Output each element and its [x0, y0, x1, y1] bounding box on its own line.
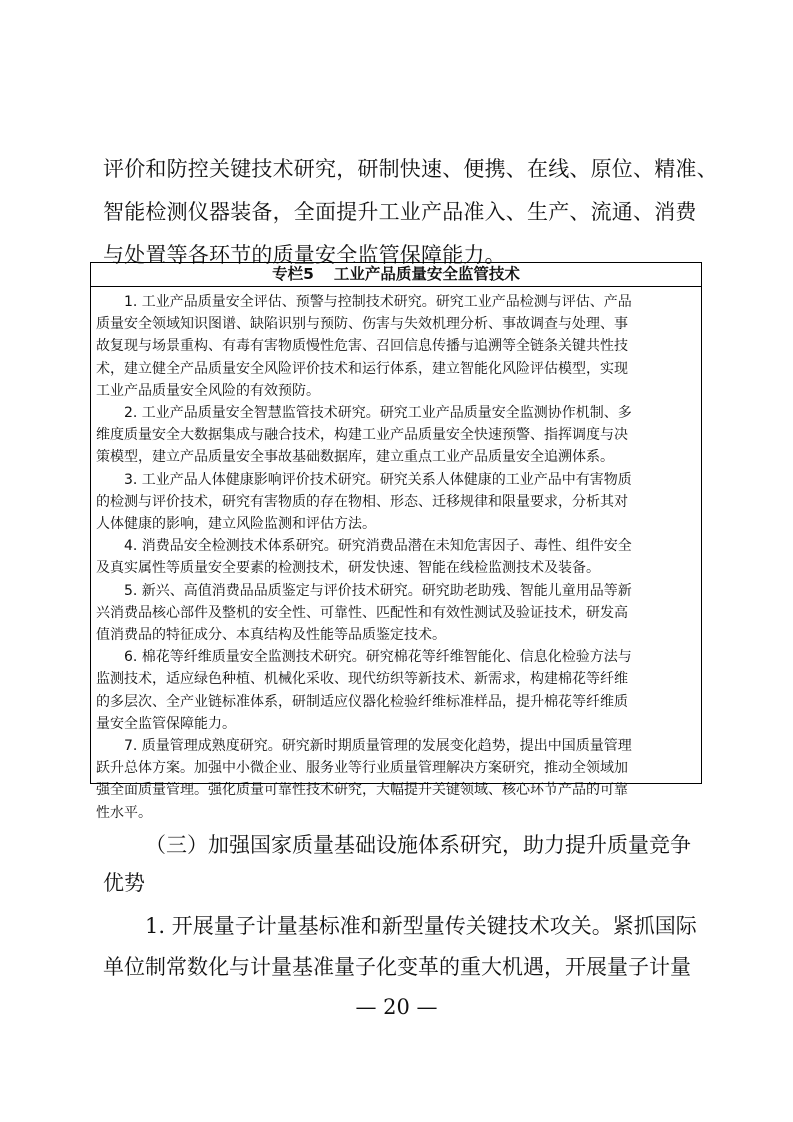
column-item [96, 646, 696, 735]
column-item-line [96, 535, 696, 557]
column-box-body [91, 287, 701, 824]
column-title: 工业产品质量安全监管技术 [333, 265, 520, 283]
section-heading [103, 826, 695, 902]
column-item [96, 580, 696, 647]
column-item-text: 研究新时期质量管理的发展变化趋势，提出中国质量管理 [281, 738, 632, 755]
column-item [96, 402, 696, 469]
column-item [96, 535, 696, 579]
column-item-text: 研究助老助残、智能儿童用品等新 [421, 582, 632, 599]
column-item-line [96, 380, 696, 402]
column-item-text: 研究工业产品质量安全监测协作机制、多 [379, 405, 632, 422]
column-item-text: 量安全监管保障能力。 [96, 715, 236, 732]
column-item-text: 兴消费品核心部件及整机的安全性、可靠性、匹配性和有效性测试及验证技术，研发高 [96, 604, 628, 621]
column-item-text: 质量安全领域知识图谱、缺陷识别与预防、伤害与失效机理分析、事故调查与处理、事 [96, 316, 628, 333]
column-item-text: 研究棉花等纤维智能化、信息化检验方法与 [365, 649, 632, 666]
column-item [96, 735, 696, 824]
intro-line: 智能检测仪器装备，全面提升工业产品准入、生产、流通、消费 [103, 200, 697, 224]
column-item-text: 的多层次、全产业链标准体系，研制适应仪器化检验纤维标准样品，提升棉花等纤维质 [96, 693, 628, 710]
column-item-text: 性水平。 [96, 804, 152, 821]
column-item-text: 维度质量安全大数据集成与融合技术，构建工业产品质量安全快速预警、指挥调度与决 [96, 427, 628, 444]
section-heading-line: （三）加强国家质量基础设施体系研究，助力提升质量竞争 [145, 833, 691, 857]
column-item-text: 的检测与评价技术，研究有害物质的存在物相、形态、迁移规律和限量要求，分析其对 [96, 493, 628, 510]
column-item-text: 人体健康的影响，建立风险监测和评估方法。 [96, 516, 376, 533]
column-item-text: 故复现与场景重构、有毒有害物质慢性危害、召回信息传播与追溯等全链条关键共性技 [96, 338, 628, 355]
column-item-line [96, 469, 696, 491]
column-item-line [96, 735, 696, 757]
column-item-text: 及真实属性等质量安全要素的检测技术，研发快速、智能在线检监测技术及装备。 [96, 560, 600, 577]
column-item-text: 策模型，建立产品质量安全事故基础数据库，建立重点工业产品质量安全追溯体系。 [96, 449, 614, 466]
column-item-line [96, 668, 696, 690]
column-item-line [96, 802, 696, 824]
column-item-line [96, 446, 696, 468]
column-item-text: 研究关系人体健康的工业产品中有害物质 [379, 471, 632, 488]
column-item-line [96, 402, 696, 424]
body-paragraph-line: 单位制常数化与计量基准量子化变革的重大机遇，开展量子计量 [103, 955, 691, 979]
column-item-lead: 7. 质量管理成熟度研究。 [124, 738, 282, 755]
column-item-lead: 4. 消费品安全检测技术体系研究。 [124, 538, 338, 555]
column-item-line [96, 313, 696, 335]
column-item-line [96, 358, 696, 380]
column-item-line [96, 757, 696, 779]
column-item-line [96, 602, 696, 624]
column-item-line [96, 557, 696, 579]
page-number: — 20 — [355, 995, 438, 1019]
body-paragraph-line: 1. 开展量子计量基标准和新型量传关键技术攻关。紧抓国际 [145, 914, 697, 938]
column-item-text: 术，建立健全产品质量安全风险评价技术和运行体系，建立智能化风险评估模型，实现 [96, 360, 628, 377]
column-item [96, 291, 696, 402]
column-item-line [96, 424, 696, 446]
column-item-line [96, 580, 696, 602]
column-item-text: 研究消费品潜在未知危害因子、毒性、组件安全 [337, 538, 632, 555]
column-item-text: 监测技术，适应绿色种植、机械化采收、现代纺织等新技术、新需求，构建棉花等纤维 [96, 671, 628, 688]
column-item-line [96, 624, 696, 646]
column-item-text: 工业产品质量安全风险的有效预防。 [96, 382, 320, 399]
column-box [90, 262, 702, 821]
column-label: 专栏5 [272, 265, 314, 283]
column-box-title [91, 263, 701, 287]
column-item-lead: 6. 棉花等纤维质量安全监测技术研究。 [124, 649, 366, 666]
column-item-text: 跃升总体方案。加强中小微企业、服务业等行业质量管理解决方案研究，推动全领域加 [96, 760, 628, 777]
column-item-line [96, 335, 696, 357]
column-item-line [96, 713, 696, 735]
column-item-line [96, 779, 696, 801]
column-item-lead: 2. 工业产品质量安全智慧监管技术研究。 [124, 405, 380, 422]
column-item [96, 469, 696, 536]
intro-line: 评价和防控关键技术研究，研制快速、便携、在线、原位、精准、 [103, 157, 718, 181]
column-item-lead: 1. 工业产品质量安全评估、预警与控制技术研究。 [124, 294, 436, 310]
column-item-line [96, 691, 696, 713]
column-item-line [96, 646, 696, 668]
intro-paragraph [103, 148, 718, 277]
column-item-line [96, 291, 696, 313]
intro-line: 与处置等各环节的质量安全监管保障能力。 [103, 243, 506, 267]
column-item-text: 值消费品的特征成分、本真结构及性能等品质鉴定技术。 [96, 627, 446, 644]
column-item-lead: 3. 工业产品人体健康影响评价技术研究。 [124, 471, 380, 488]
body-paragraph [103, 906, 695, 988]
column-item-line [96, 513, 696, 535]
column-item-line [96, 491, 696, 513]
column-item-text: 强全面质量管理。强化质量可靠性技术研究，大幅提升关键领域、核心环节产品的可靠 [96, 782, 628, 799]
column-item-text: 研究工业产品检测与评估、产品 [435, 294, 632, 310]
column-item-lead: 5. 新兴、高值消费品品质鉴定与评价技术研究。 [124, 582, 422, 599]
section-heading-line: 优势 [103, 871, 145, 895]
